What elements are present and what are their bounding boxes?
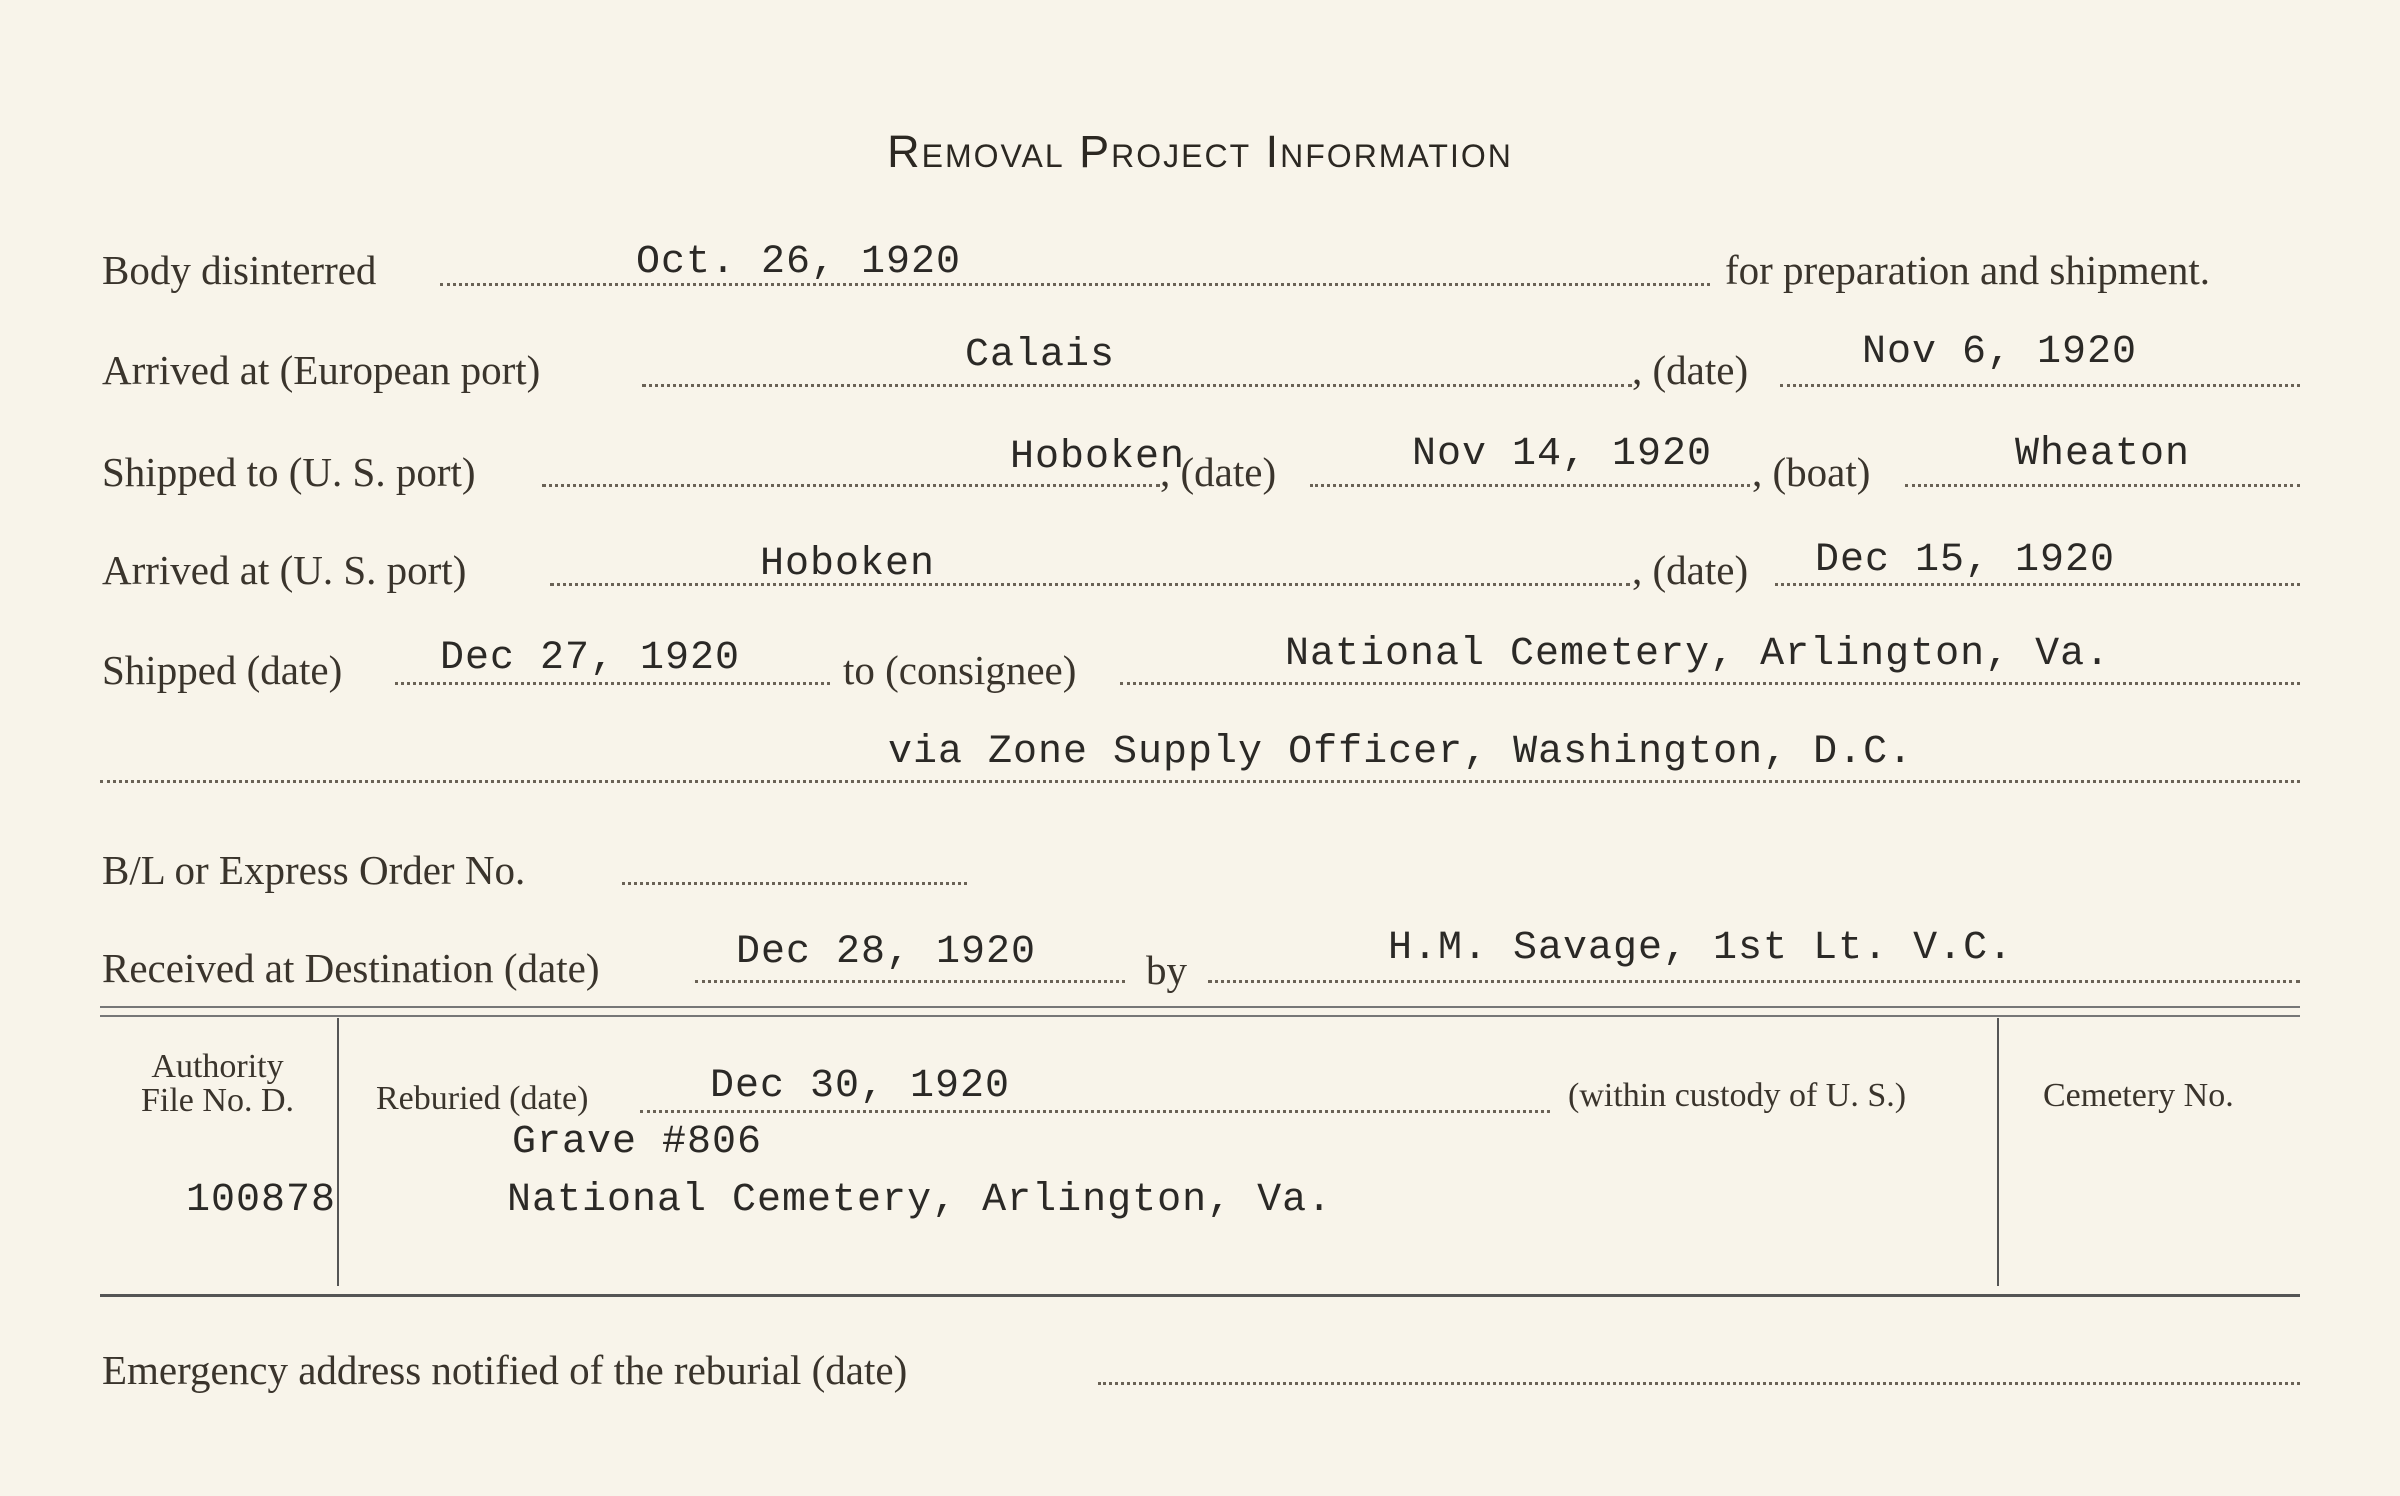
authority-label-line2: File No. D. [141, 1082, 294, 1119]
consignee-value: National Cemetery, Arlington, Va. [1285, 632, 2111, 677]
box-bottom-rule [100, 1294, 2300, 1297]
shipped-us-date-field [1310, 484, 1750, 487]
shipped-date-label: Shipped (date) [102, 647, 343, 693]
arrived-us-date-field [1775, 583, 2300, 586]
arrived-european-date-field [1780, 384, 2300, 387]
reburied-date: Dec 30, 1920 [710, 1064, 1011, 1109]
received-date: Dec 28, 1920 [736, 930, 1037, 975]
reburied-label: Reburied (date) [376, 1080, 589, 1117]
cemetery-no-label: Cemetery No. [2043, 1077, 2234, 1114]
shipped-date: Dec 27, 1920 [440, 636, 741, 681]
box-divider-left [337, 1018, 339, 1286]
shipped-us-date: Nov 14, 1920 [1412, 432, 1713, 477]
reburied-location: National Cemetery, Arlington, Va. [507, 1178, 1333, 1223]
reburied-grave: Grave #806 [512, 1120, 763, 1165]
bl-order-field [622, 882, 967, 885]
reburied-date-field [640, 1110, 1550, 1113]
page-title: Removal Project Information [887, 126, 1513, 177]
authority-file-no: 100878 [186, 1178, 337, 1223]
shipped-us-port-field [542, 484, 1160, 487]
arrived-us-port-field [550, 583, 1630, 586]
received-date-field [695, 980, 1125, 983]
received-by-label: by [1146, 947, 1187, 993]
custody-note: (within custody of U. S.) [1568, 1077, 1907, 1114]
received-label: Received at Destination (date) [102, 945, 600, 991]
consignee-label: to (consignee) [843, 647, 1077, 693]
arrived-european-port: Calais [965, 333, 1116, 378]
emergency-label: Emergency address notified of the reburial (date) [102, 1347, 908, 1393]
arrived-european-date: Nov 6, 1920 [1862, 330, 2138, 375]
shipped-us-label: Shipped to (U. S. port) [102, 449, 476, 495]
shipped-us-boat: Wheaton [2015, 432, 2191, 477]
received-by: H.M. Savage, 1st Lt. V.C. [1388, 926, 2014, 971]
box-divider-right [1997, 1018, 1999, 1286]
received-by-field [1208, 980, 2300, 983]
arrived-us-date: Dec 15, 1920 [1815, 538, 2116, 583]
shipped-us-date-label: , (date) [1160, 449, 1277, 495]
consignee-field [1120, 682, 2300, 685]
via-value: via Zone Supply Officer, Washington, D.C. [888, 730, 1914, 775]
arrived-us-label: Arrived at (U. S. port) [102, 547, 467, 593]
shipped-us-boat-field [1905, 484, 2300, 487]
body-disinterred-label: Body disinterred [102, 247, 377, 293]
via-field [100, 780, 2300, 783]
box-top-rule [100, 1006, 2300, 1017]
shipped-us-port: Hoboken [1010, 435, 1186, 480]
arrived-european-date-label: , (date) [1632, 347, 1749, 393]
body-disinterred-suffix: for preparation and shipment. [1725, 247, 2211, 293]
arrived-european-label: Arrived at (European port) [102, 347, 541, 393]
bl-order-label: B/L or Express Order No. [102, 847, 526, 893]
authority-label-line1: Authority [151, 1048, 284, 1085]
body-disinterred-field [440, 283, 1710, 286]
arrived-us-port: Hoboken [760, 542, 936, 587]
arrived-european-port-field [642, 384, 1632, 387]
emergency-field [1098, 1382, 2300, 1385]
shipped-date-field [395, 682, 830, 685]
body-disinterred-value: Oct. 26, 1920 [636, 240, 962, 285]
arrived-us-date-label: , (date) [1632, 547, 1749, 593]
shipped-us-boat-label: , (boat) [1752, 449, 1871, 495]
